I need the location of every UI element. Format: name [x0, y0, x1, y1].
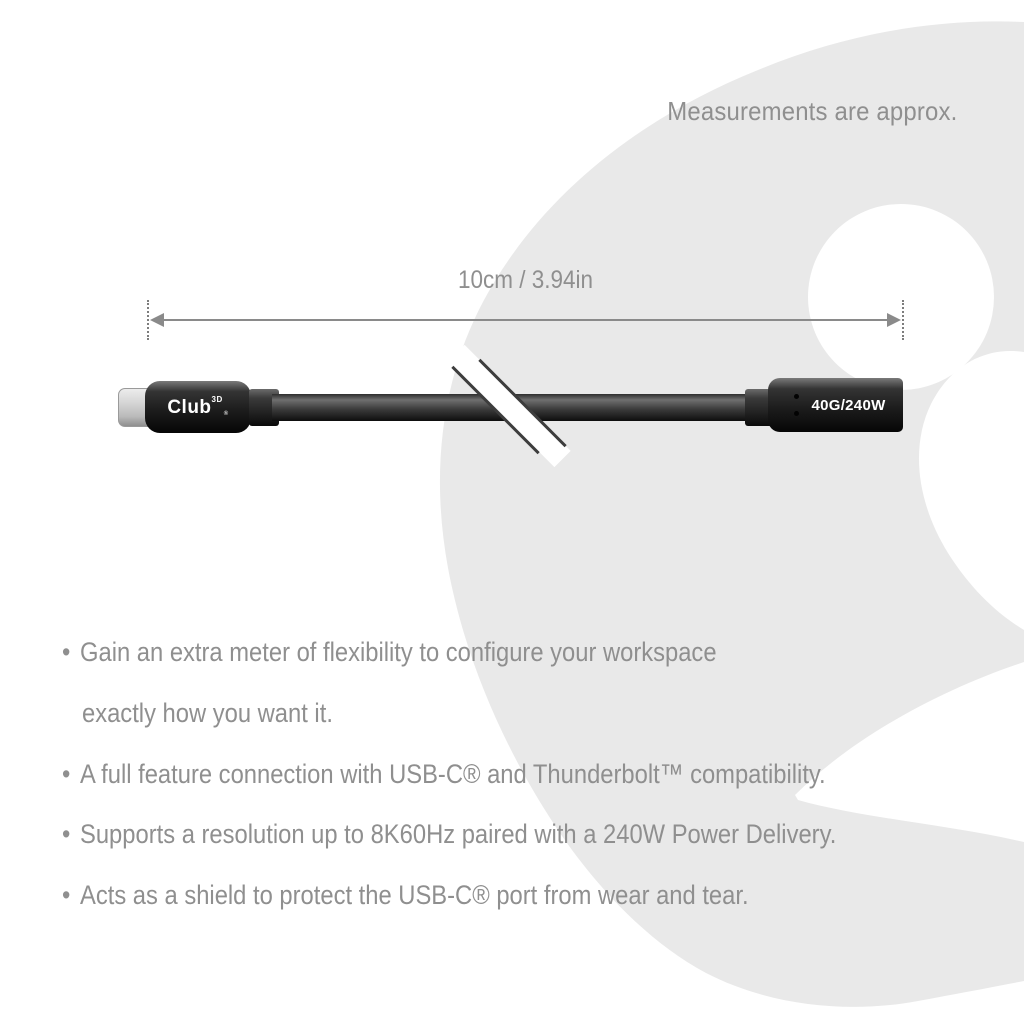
dimension-end-tick-right	[902, 300, 904, 340]
club3d-logo	[167, 394, 229, 418]
connector-housing-right	[768, 378, 903, 432]
indicator-dots	[794, 378, 799, 432]
feature-item-continuation: exactly how you want it.	[82, 698, 333, 728]
feature-item: • Supports a resolution up to 8K60Hz paired with a 240W Power Delivery.	[62, 817, 836, 851]
feature-item: • A full feature connection with USB-C® and Thunderbolt™ compatibility.	[62, 757, 826, 791]
dimension-annotation	[147, 266, 904, 340]
brand-text: Club	[167, 396, 212, 418]
arrow-left-icon	[150, 313, 164, 327]
dimension-end-tick-left	[147, 300, 149, 340]
brand-registered-mark: ®	[223, 410, 229, 417]
indicator-dot	[794, 411, 799, 416]
feature-item: • Gain an extra meter of flexibility to configure your workspace	[62, 635, 717, 669]
dimension-label: 10cm / 3.94in	[457, 266, 594, 294]
brand-sup: 3D	[211, 394, 223, 404]
feature-item: • Acts as a shield to protect the USB-C® port from wear and tear.	[62, 878, 749, 912]
connector-housing-left	[145, 381, 251, 433]
dimension-line	[152, 319, 899, 321]
indicator-dot	[794, 394, 799, 399]
arrow-right-icon	[887, 313, 901, 327]
spec-label: 40G/240W	[811, 396, 886, 414]
measurements-note: Measurements are approx.	[667, 96, 958, 126]
